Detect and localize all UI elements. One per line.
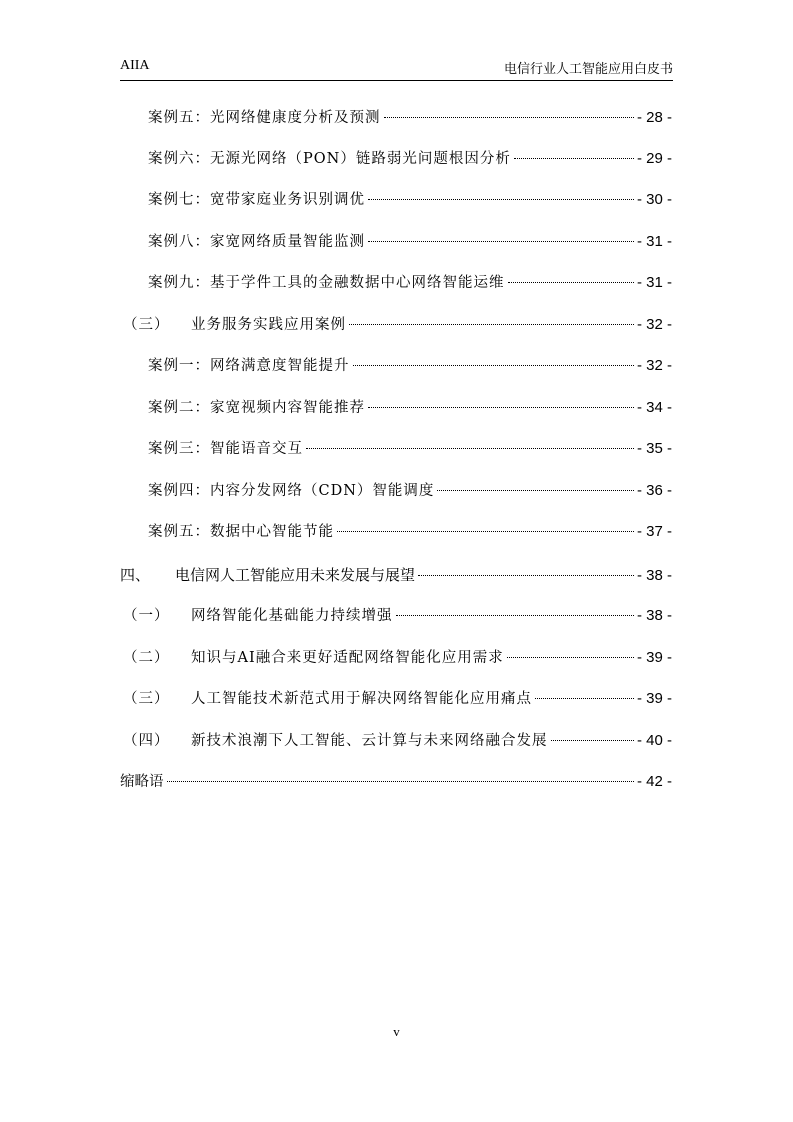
dot-leader [167,781,634,782]
toc-entry-page: - 31 - [636,274,672,291]
toc-entry-title: 案例三：智能语音交互 [148,441,303,457]
dot-leader [396,615,634,616]
toc-entry-title: 案例八：家宽网络质量智能监测 [148,234,365,250]
toc-entry-page: - 35 - [636,440,672,457]
toc-section-entry[interactable] [123,730,672,752]
toc-entry[interactable] [148,355,672,377]
toc-entry[interactable] [148,148,672,170]
toc-entry-title: 业务服务实践应用案例 [191,317,346,333]
header-org: AIIA [120,58,150,73]
toc-chapter-entry[interactable] [120,564,672,586]
toc-section-entry[interactable] [123,605,672,627]
toc-entry[interactable] [148,480,672,502]
toc-entry-title: 案例五：数据中心智能节能 [148,524,334,540]
toc-entry-title: 案例九：基于学件工具的金融数据中心网络智能运维 [148,275,505,291]
dot-leader [384,117,634,118]
toc-entry-number: （二） [123,650,170,666]
toc-entry-title: 案例一：网络满意度智能提升 [148,358,350,374]
toc-entry-page: - 36 - [636,482,672,499]
page-number: v [393,1024,400,1039]
toc-entry-title: 案例二：家宽视频内容智能推荐 [148,400,365,416]
toc-entry-page: - 34 - [636,399,672,416]
toc-entry-page: - 30 - [636,191,672,208]
dot-leader [535,698,634,699]
dot-leader [349,324,634,325]
toc-entry-number: （一） [123,608,170,624]
toc-entry-page: - 39 - [636,690,672,707]
toc-entry-title: 案例五：光网络健康度分析及预测 [148,110,381,126]
dot-leader [437,490,634,491]
toc-entry-title: 案例七：宽带家庭业务识别调优 [148,192,365,208]
toc-entry-title: 知识与AI融合来更好适配网络智能化应用需求 [191,650,504,666]
dot-leader [514,158,634,159]
toc-entry-page: - 42 - [636,773,672,790]
toc-entry[interactable] [148,189,672,211]
toc-entry-title: 电信网人工智能应用未来发展与展望 [175,566,416,584]
toc-entry-number: （三） [123,317,170,333]
toc-chapter-entry[interactable] [120,771,672,793]
toc-entry-page: - 28 - [636,109,672,126]
dot-leader [353,365,634,366]
toc-entry-page: - 39 - [636,649,672,666]
dot-leader [551,740,634,741]
dot-leader [368,199,634,200]
toc-entry-page: - 29 - [636,150,672,167]
toc-section-entry[interactable] [123,314,672,336]
toc-entry[interactable] [148,107,672,129]
toc-entry-page: - 38 - [636,567,672,584]
dot-leader [368,241,634,242]
toc-section-entry[interactable] [123,647,672,669]
toc-entry-number: （三） [123,691,170,707]
dot-leader [368,407,634,408]
dot-leader [306,448,634,449]
toc-entry-title: 缩略语 [120,774,164,790]
toc-entry-number: （四） [123,733,170,749]
header-doc-title: 电信行业人工智能应用白皮书 [503,62,673,77]
toc-entry-page: - 32 - [636,357,672,374]
toc-entry[interactable] [148,272,672,294]
toc-entry-page: - 37 - [636,523,672,540]
toc-entry-title: 网络智能化基础能力持续增强 [191,608,393,624]
dot-leader [418,575,634,576]
toc-entry-title: 人工智能技术新范式用于解决网络智能化应用痛点 [191,691,532,707]
toc-entry[interactable] [148,231,672,253]
toc-entry[interactable] [148,438,672,460]
toc-chapter-number: 四、 [120,566,151,584]
toc-entry[interactable] [148,521,672,543]
dot-leader [507,657,634,658]
toc-entry-page: - 31 - [636,233,672,250]
toc-entry-title: 案例四：内容分发网络（CDN）智能调度 [148,483,435,499]
toc-entry-page: - 32 - [636,316,672,333]
toc-entry-page: - 40 - [636,732,672,749]
dot-leader [337,531,634,532]
dot-leader [508,282,634,283]
toc-section-entry[interactable] [123,688,672,710]
toc-entry[interactable] [148,397,672,419]
toc-entry-title: 新技术浪潮下人工智能、云计算与未来网络融合发展 [191,733,548,749]
toc-entry-page: - 38 - [636,607,672,624]
toc-entry-title: 案例六：无源光网络（PON）链路弱光问题根因分析 [148,151,511,167]
